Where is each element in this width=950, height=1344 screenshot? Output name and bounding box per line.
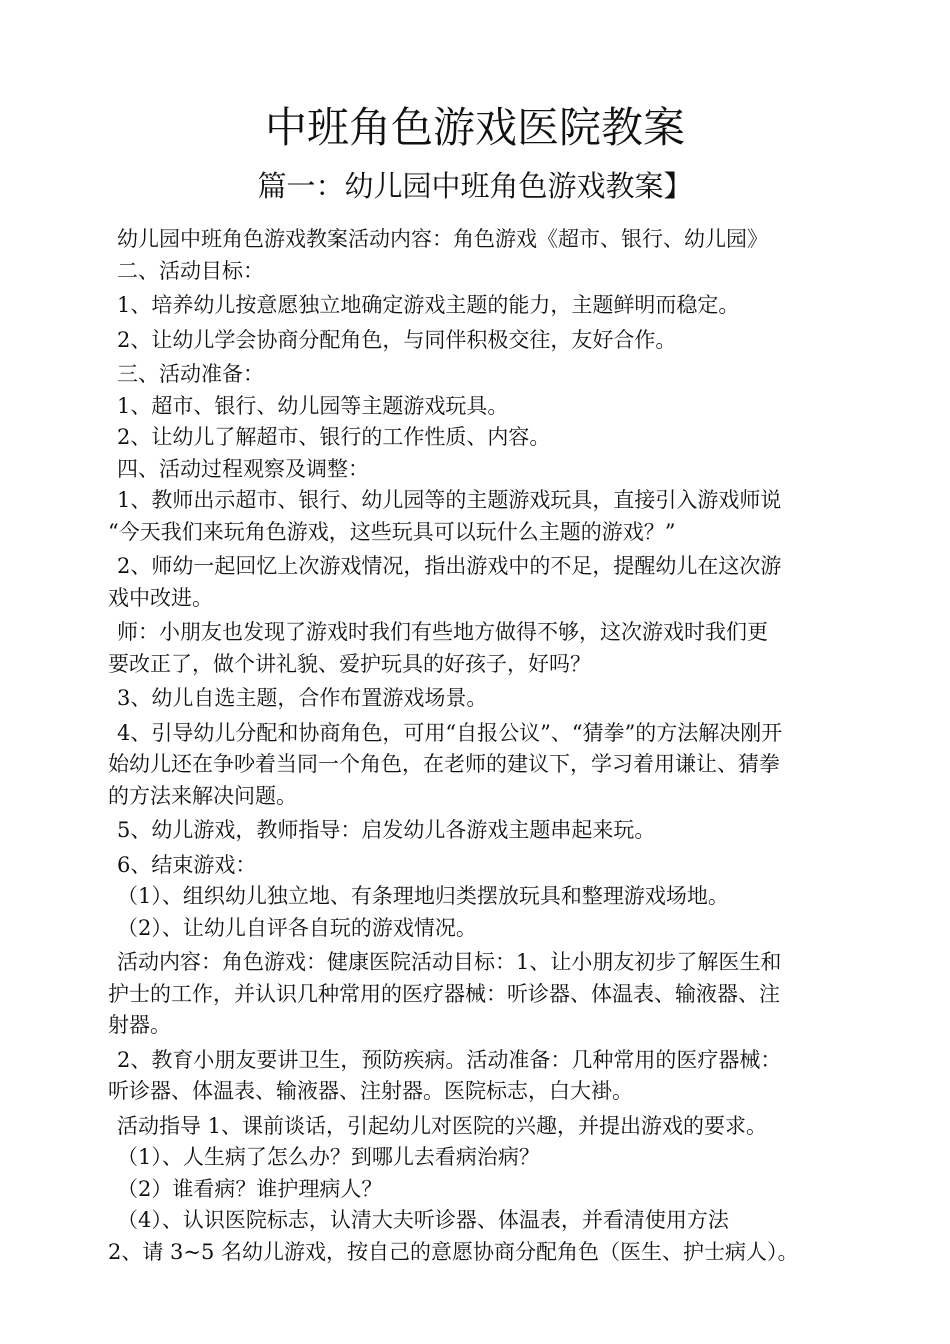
text-line: 三、活动准备： (117, 362, 264, 386)
text-line: 2、让幼儿学会协商分配角色，与同伴积极交往，友好合作。 (117, 327, 677, 352)
document-body (108, 224, 864, 1268)
text-line: 始幼儿还在争吵着当同一个角色，在老师的建议下，学习着用谦让、猜拳 (108, 752, 780, 776)
text-line: 4、引导幼儿分配和协商角色，可用“自报公议”、“猜拳”的方法解决刚开 (117, 720, 783, 745)
text-line: 2、教育小朋友要讲卫生，预防疾病。活动准备：几种常用的医疗器械： (117, 1047, 782, 1072)
document-subtitle: 篇一：幼儿园中班角色游戏教案】 (257, 169, 693, 203)
text-line: 要改正了，做个讲礼貌、爱护玩具的好孩子，好吗？ (108, 651, 591, 676)
text-line: 1、超市、银行、幼儿园等主题游戏玩具。 (117, 393, 509, 418)
text-line: “今天我们来玩角色游戏，这些玩具可以玩什么主题的游戏？” (108, 519, 676, 544)
text-line: 1、培养幼儿按意愿独立地确定游戏主题的能力，主题鲜明而稳定。 (117, 293, 740, 317)
text-line: 1、教师出示超市、银行、幼儿园等的主题游戏玩具，直接引入游戏师说 (117, 488, 782, 512)
text-line: 射器。 (108, 1013, 171, 1037)
text-line: （2）、让幼儿自评各自玩的游戏情况。 (117, 915, 477, 940)
text-line: （1）、人生病了怎么办？到哪儿去看病治病？ (117, 1145, 540, 1169)
text-line: 戏中改进。 (108, 585, 213, 610)
document-title: 中班角色游戏医院教案 (264, 103, 685, 152)
text-line: 师：小朋友也发现了游戏时我们有些地方做得不够，这次游戏时我们更 (117, 620, 768, 644)
text-line: 幼儿园中班角色游戏教案活动内容：角色游戏《超市、银行、幼儿园》 (117, 227, 768, 251)
text-line: 5、幼儿游戏，教师指导：启发幼儿各游戏主题串起来玩。 (117, 818, 656, 842)
text-line: 听诊器、体温表、输液器、注射器。医院标志，白大褂。 (108, 1079, 633, 1103)
text-line: 活动内容：角色游戏：健康医院活动目标：1、让小朋友初步了解医生和 (117, 950, 782, 974)
text-line: 3、幼儿自选主题，合作布置游戏场景。 (117, 686, 488, 710)
text-line: 2、师幼一起回忆上次游戏情况，指出游戏中的不足，提醒幼儿在这次游 (117, 554, 782, 578)
text-line: （1）、组织幼儿独立地、有条理地归类摆放玩具和整理游戏场地。 (117, 884, 729, 908)
text-line: 活动指导 1、课前谈话，引起幼儿对医院的兴趣，并提出游戏的要求。 (117, 1113, 768, 1138)
text-line: 二、活动目标： (117, 258, 264, 283)
text-line: 护士的工作，并认识几种常用的医疗器械：听诊器、体温表、输液器、注 (108, 981, 780, 1006)
text-line: （2）谁看病？谁护理病人？ (117, 1176, 383, 1201)
text-line: 2、请 3~5 名幼儿游戏，按自己的意愿协商分配角色（医生、护士病人）。 (108, 1239, 799, 1264)
text-line: （4）、认识医院标志，认清大夫听诊器、体温表，并看清使用方法 (117, 1208, 729, 1232)
text-line: 6、结束游戏： (117, 852, 257, 877)
text-line: 的方法来解决问题。 (108, 783, 297, 808)
text-line: 2、让幼儿了解超市、银行的工作性质、内容。 (117, 425, 551, 449)
text-line: 四、活动过程观察及调整： (117, 456, 369, 481)
